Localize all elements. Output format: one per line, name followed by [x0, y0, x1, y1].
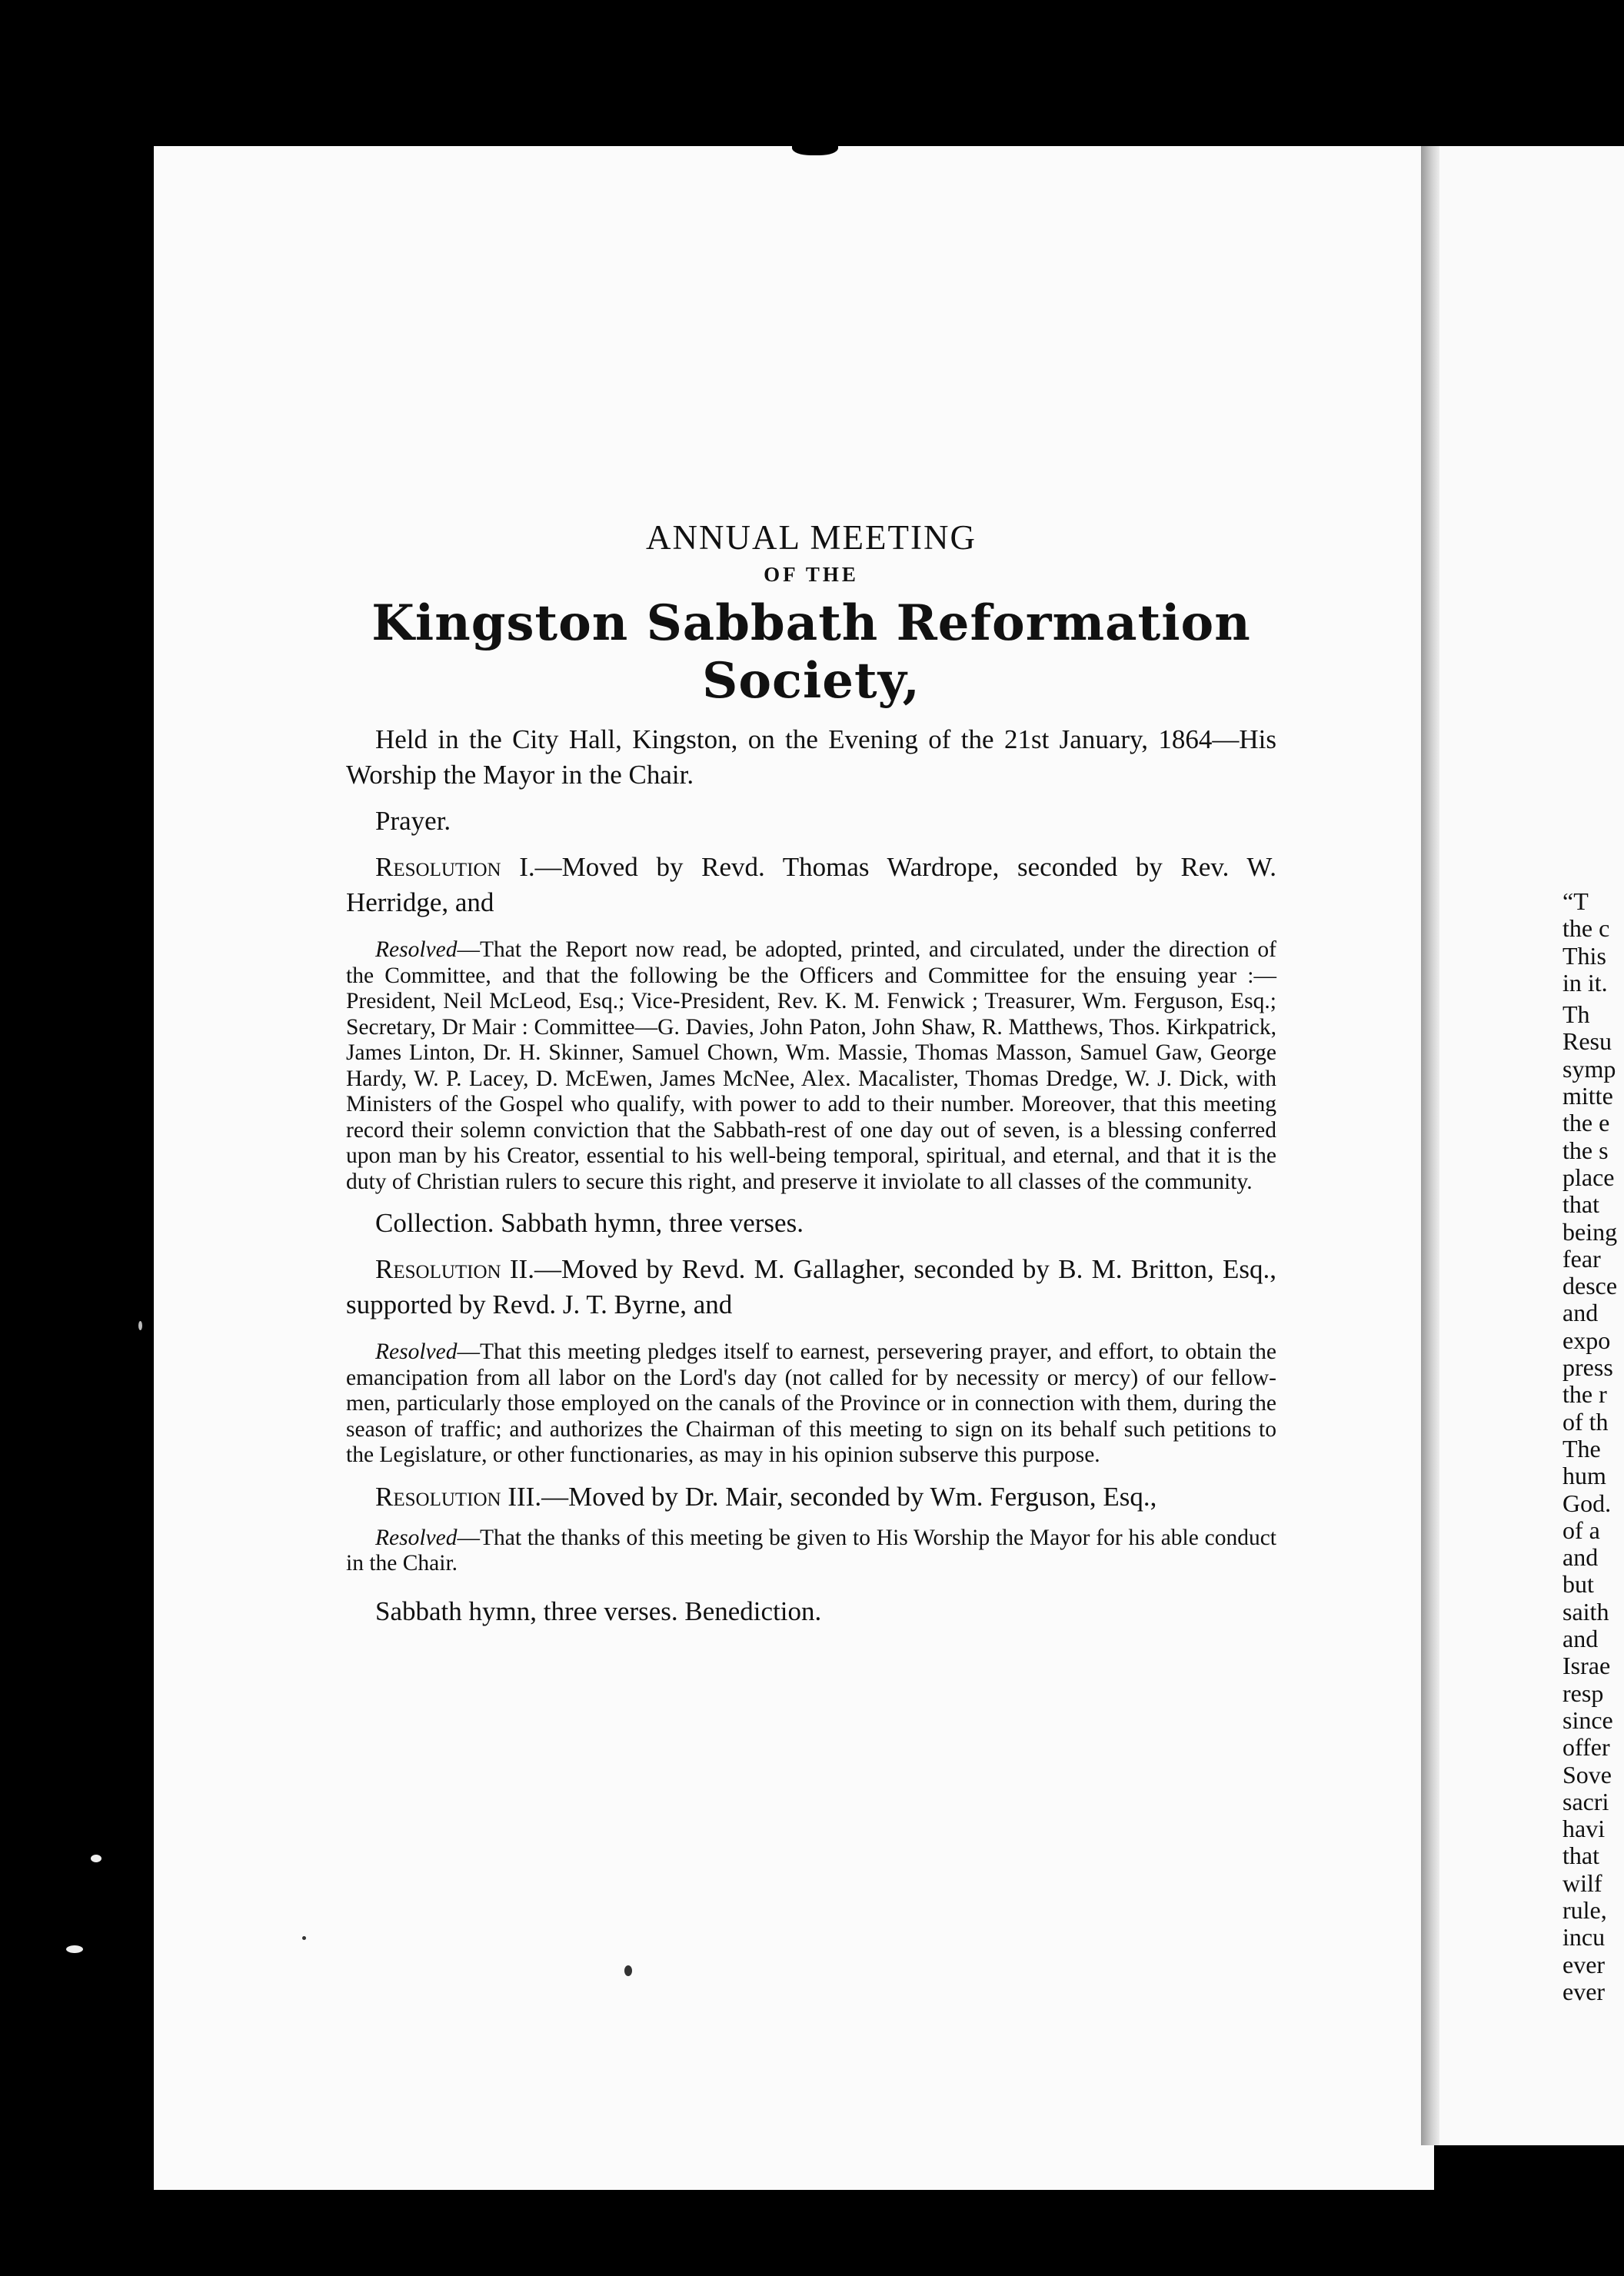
- resolution-1-text: —That the Report now read, be adopted, printed, and circulated, under the direction of the Committee, and that the following be the Officers and Committee for the ensuing year :—President, Neil McLeod, Esq.; Vice-President, Rev. K. M. Fenwick ; Treasurer, Wm. Ferguson, Esq.; Secretary, Dr Mair : Committee—G. Davies, John Paton, John Shaw, R. Matthews, Thos. Kirkpatrick, James Linton, Dr. H. Skinner, Samuel Chown, Wm. Massie, Thomas Masson, Samuel Gaw, George Hardy, W. P. Lacey, D. McEwen, James McNee, Alex. Macalister, Thomas Dredge, W. J. Dick, with Ministers of the Gospel who qualify, with power to add to their number. Moreover, that this meeting record their solemn conviction that the Sabbath-rest of one day out of seven, is a blessing conferred upon man by his Creator, essential to his well-being temporal, spiritual, and eternal, and that it is the duty of Christian rulers to secure this right, and preserve it inviolate to all classes of the community.: [346, 937, 1276, 1194]
- right-line: ever: [1562, 1977, 1606, 2005]
- ink-speck: [91, 1855, 102, 1862]
- right-line: Israe: [1562, 1652, 1611, 1680]
- subtitle-of-the: OF THE: [764, 563, 859, 586]
- right-line: The: [1562, 1434, 1601, 1462]
- right-page-text: [1562, 888, 1617, 2005]
- right-line: rule,: [1562, 1895, 1607, 1924]
- resolution-2-resolved: [346, 1339, 1276, 1469]
- ink-speck: [624, 1965, 632, 1976]
- right-line: of a: [1562, 1516, 1600, 1544]
- right-line: that: [1562, 1842, 1599, 1870]
- right-line: God.: [1562, 1489, 1612, 1517]
- resolution-1-heading: Resolution I.: [375, 852, 535, 882]
- prayer-line: Prayer.: [375, 806, 451, 836]
- resolved-label: Resolved: [375, 937, 458, 962]
- right-line: hum: [1562, 1462, 1606, 1490]
- resolution-2-text: —That this meeting pledges itself to earnest, persevering prayer, and effort, to obtain the emancipation from all labor on the Lord's day (not called for by necessity or mercy) of our fellow-men, particularly those employed on the canals of the Province or in connection with them, during the season of traffic; and authorizes the Chairman of this meeting to sign on its behalf such petitions to the Legislature, or other functionaries, as may in his opinion subserve this purpose.: [346, 1339, 1276, 1467]
- right-line: havi: [1562, 1815, 1606, 1843]
- society-name: Kingston Sabbath Reformation Society,: [371, 594, 1251, 710]
- resolution-1-mover: —Moved by Revd. Thomas Wardrope, seconded by Rev. W. Herridge, and: [346, 852, 1276, 917]
- ink-speck: [302, 1936, 306, 1940]
- right-line: the c: [1562, 914, 1610, 943]
- right-line: Resu: [1562, 1027, 1612, 1056]
- ink-speck: [66, 1945, 83, 1953]
- resolution-3-resolved: [346, 1526, 1276, 1577]
- right-line: the r: [1562, 1380, 1607, 1409]
- right-line: since: [1562, 1705, 1613, 1734]
- right-line: This: [1562, 941, 1606, 970]
- resolved-label: Resolved: [375, 1339, 458, 1364]
- right-line: and: [1562, 1299, 1599, 1327]
- right-line: and: [1562, 1625, 1599, 1653]
- right-line: wilf: [1562, 1868, 1602, 1897]
- resolution-3-text: —That the thanks of this meeting be given to His Worship the Mayor for his able conduct in the Chair.: [346, 1525, 1276, 1576]
- right-line: ever: [1562, 1950, 1606, 1978]
- right-line: that: [1562, 1190, 1599, 1219]
- intro-paragraph: Held in the City Hall, Kingston, on the Evening of the 21st January, 1864—His Worship the Mayor in the Chair.: [346, 724, 1276, 790]
- resolution-3-heading: Resolution III.: [375, 1481, 542, 1512]
- resolution-3-mover: —Moved by Dr. Mair, seconded by Wm. Ferguson, Esq.,: [541, 1481, 1157, 1512]
- resolution-2-heading: Resolution II.: [375, 1254, 534, 1284]
- right-line: expo: [1562, 1326, 1611, 1354]
- collection-line: Collection. Sabbath hymn, three verses.: [375, 1208, 804, 1238]
- resolution-1: [346, 850, 1276, 920]
- right-line: saith: [1562, 1597, 1609, 1625]
- resolution-2: [346, 1252, 1276, 1323]
- right-line: but: [1562, 1570, 1594, 1599]
- ink-speck: [138, 1321, 142, 1330]
- right-line: of th: [1562, 1407, 1609, 1436]
- right-line: and: [1562, 1543, 1599, 1572]
- right-line: offer: [1562, 1733, 1610, 1762]
- right-line: “T: [1562, 887, 1589, 915]
- resolution-1-resolved: [346, 937, 1276, 1195]
- right-line: place: [1562, 1163, 1615, 1191]
- right-line: the s: [1562, 1136, 1609, 1164]
- resolution-2-mover: —Moved by Revd. M. Gallagher, seconded by B. M. Britton, Esq., supported by Revd. J. T. Byrne, and: [346, 1254, 1276, 1319]
- right-line: desce: [1562, 1272, 1618, 1300]
- right-line: mitte: [1562, 1082, 1613, 1110]
- right-line: press: [1562, 1353, 1613, 1382]
- right-line: sacri: [1562, 1787, 1609, 1815]
- right-line: resp: [1562, 1679, 1604, 1707]
- resolution-3: [346, 1479, 1276, 1515]
- right-line: being: [1562, 1217, 1618, 1246]
- right-line: the e: [1562, 1109, 1610, 1137]
- page-notch: [792, 137, 838, 155]
- right-line: Th: [1562, 1000, 1590, 1029]
- resolved-label: Resolved: [375, 1525, 458, 1550]
- right-line: in it.: [1562, 968, 1608, 997]
- page-title: ANNUAL MEETING: [645, 518, 977, 557]
- page-gutter: [1421, 146, 1441, 2145]
- right-line: fear: [1562, 1244, 1601, 1273]
- right-line: Sove: [1562, 1760, 1612, 1789]
- meeting-report: [346, 517, 1276, 1629]
- closing-line: Sabbath hymn, three verses. Benediction.: [375, 1596, 822, 1626]
- right-line: symp: [1562, 1054, 1616, 1083]
- right-line: incu: [1562, 1923, 1606, 1952]
- right-page: [1439, 146, 1624, 2145]
